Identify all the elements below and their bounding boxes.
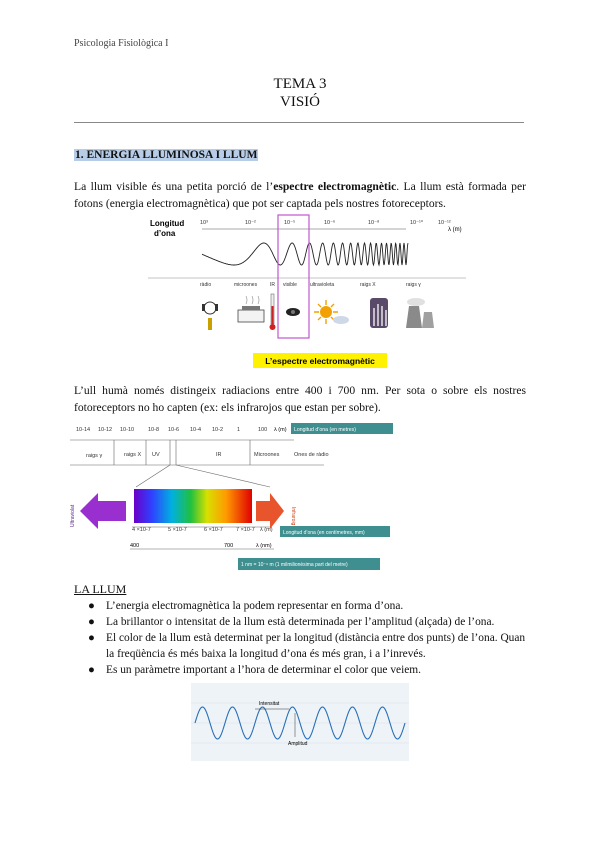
spectrum-figure: [148, 214, 466, 372]
tick-label: 10-2: [212, 427, 224, 433]
tick-labels: [200, 219, 451, 226]
title-divider: [74, 122, 524, 123]
subsection-heading: LA LLUM: [74, 582, 127, 596]
eye-icon: [286, 308, 300, 316]
band-label: IR: [270, 282, 275, 288]
tick-label: 10⁻⁸: [368, 220, 380, 226]
tick-label: 10⁻⁶: [324, 220, 336, 226]
visible-spectrum-bar: [134, 489, 252, 523]
wave-figure: [191, 683, 409, 761]
list-item-text: L’energia electromagnètica la podem representar en forma d’ona.: [106, 600, 404, 612]
list-item: [74, 614, 534, 630]
band-label: Microones: [254, 452, 280, 458]
nm-unit: λ (nm): [256, 543, 272, 549]
tick-label: 4 ×10-7: [132, 527, 151, 533]
band-labels: [86, 452, 329, 459]
para-text: . La llum està formada per fotons (energia electromagnètica) que pot ser captada pels nostres fotoreceptors.: [74, 180, 526, 210]
list-item-text: El color de la llum està determinat per la longitud (distància entre dos punts) de l’ona. Quan la freqüència és més baixa la longitud d’ona és més gran, i a l’inrevés.: [106, 632, 526, 660]
tick-label: 10³: [200, 220, 208, 226]
figure-caption: L’espectre electromagnètic: [265, 356, 375, 366]
band-label: raigs γ: [406, 282, 421, 288]
axis-unit: λ (m): [260, 527, 273, 533]
band-label: raigs X: [360, 282, 376, 288]
band-label: visible: [283, 282, 297, 288]
band-label: Ones de ràdio: [294, 452, 329, 458]
page-subtitle: VISIÓ: [280, 94, 320, 110]
tick-label: 10⁻⁵: [284, 220, 296, 226]
tick-label: 10-10: [120, 427, 135, 433]
page-title: TEMA 3: [273, 76, 327, 92]
nuclear-plant-icon: [406, 298, 434, 328]
microwave-icon: [238, 296, 264, 322]
top-ticks: [76, 427, 267, 433]
uv-arrow: [80, 493, 126, 529]
thermometer-icon: [270, 294, 276, 330]
page-header: Psicologia Fisiològica I: [74, 38, 169, 49]
tick-label: 6 ×10-7: [204, 527, 223, 533]
list-item: [74, 662, 534, 678]
axis-unit: λ (m): [448, 227, 462, 233]
bottom-tag-text: 1 nm = 10⁻⁹ m (1 milmilionèsima part del metre): [241, 562, 348, 568]
radio-icon: [202, 302, 218, 330]
tick-label: 7 ×10-7: [236, 527, 255, 533]
side-label-uv: Ultraviolat: [70, 504, 76, 527]
list-item-text: Es un paràmetre important a l’hora de determinar el color que veiem.: [106, 664, 422, 676]
band-label: IR: [216, 452, 222, 458]
band-label: ràdio: [200, 282, 212, 288]
tick-label: 10-8: [148, 427, 160, 433]
tick-label: 10-6: [168, 427, 180, 433]
scale-ticks: [132, 527, 273, 533]
bullet-icon: ●: [88, 600, 95, 612]
section-heading: 1. ENERGIA LLUMINOSA I LLUM: [75, 149, 258, 161]
bullet-icon: ●: [88, 616, 95, 628]
list-item: [74, 630, 534, 662]
tick-label: 10-4: [190, 427, 202, 433]
tick-label: 10-14: [76, 427, 91, 433]
band-label: microones: [234, 282, 258, 288]
axis-unit: λ (m): [274, 427, 287, 433]
tick-label: 10⁻¹⁰: [410, 220, 424, 226]
band-label: raigs X: [124, 452, 142, 458]
band-label: ultravioleta: [310, 282, 335, 288]
visible-band-highlight: [278, 215, 309, 338]
top-tag-text: Longitud d’ona (en metres): [294, 427, 356, 433]
paragraph-visible-range: L’ull humà només distingeix radiacions entre 400 i 700 nm. Per sota o sobre els nostres fotoreceptors no ho capten (ex: els infrarojos que estan per sobre).: [74, 384, 526, 414]
wave-label-top: Intensitat: [259, 701, 280, 707]
para-bold-term: espectre electromagnètic: [273, 180, 397, 193]
para-text: La llum visible és una petita porció de l’: [74, 180, 274, 193]
ir-arrow: [256, 493, 284, 529]
wave-label-bottom: Amplitud: [288, 741, 308, 747]
tick-label: 10⁻¹²: [438, 220, 451, 226]
tick-label: 10⁻²: [245, 220, 256, 226]
tick-label: 5 ×10-7: [168, 527, 187, 533]
list-item: [74, 598, 534, 614]
figure-label: d’ona: [154, 229, 176, 238]
nm-end: 700: [224, 543, 234, 549]
bullet-list: [74, 598, 534, 678]
list-item-text: La brillantor o intensitat de la llum està determinada per l’amplitud (alçada) de l’ona.: [106, 616, 495, 628]
sun-icon: [314, 300, 349, 324]
bullet-icon: ●: [88, 632, 95, 644]
nm-start: 400: [130, 543, 140, 549]
mid-tag-text: Longitud d’ona (en centímetres, mm): [283, 530, 365, 536]
band-label: raigs γ: [86, 453, 103, 459]
tick-label: 100: [258, 427, 268, 433]
tick-label: 10-12: [98, 427, 113, 433]
band-label: UV: [152, 452, 160, 458]
em-wave: [202, 243, 408, 265]
tick-label: 1: [237, 427, 241, 433]
figure-label: Longitud: [150, 219, 185, 228]
xray-hand-icon: [370, 298, 388, 328]
bullet-icon: ●: [88, 664, 95, 676]
band-labels: [200, 282, 421, 288]
visible-range-figure: [64, 421, 422, 573]
side-label-ir: Infraroig: [290, 507, 296, 526]
paragraph-spectrum: [74, 178, 526, 212]
